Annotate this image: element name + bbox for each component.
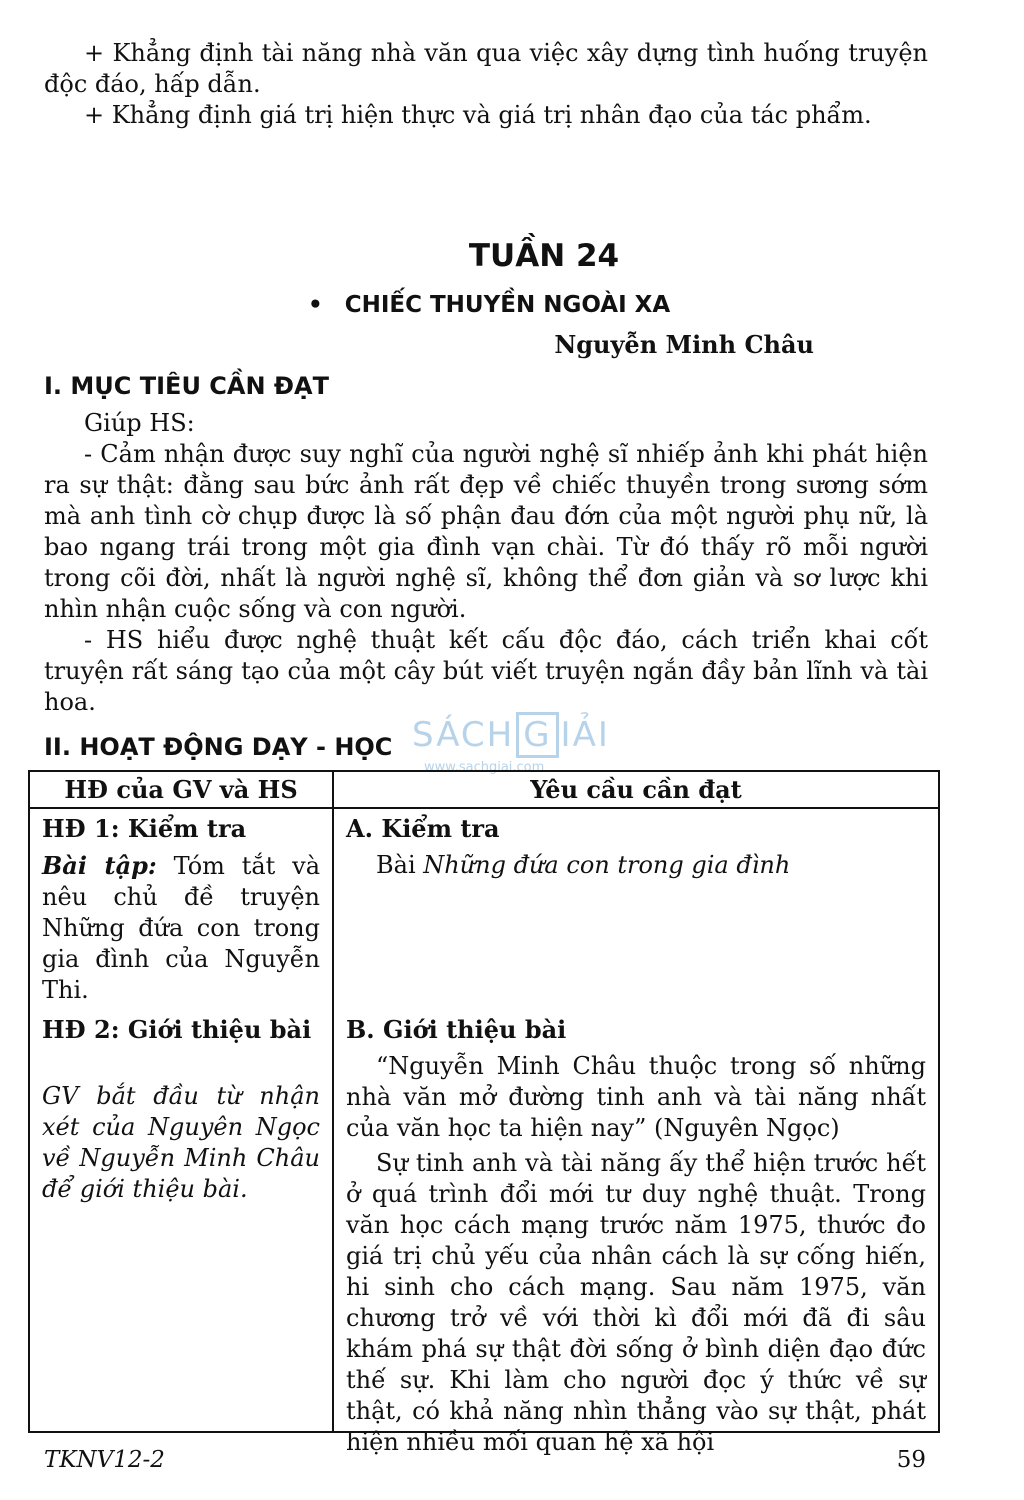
table-header: Yêu cầu cần đạt <box>333 771 939 808</box>
requirement-title: B. Giới thiệu bài <box>346 1015 567 1044</box>
requirement-title: A. Kiểm tra <box>346 814 500 843</box>
goal-point: - HS hiểu được nghệ thuật kết cấu độc đáo, cách triển khai cốt truyện rất sáng tạo của một cây bút viết truyện ngắn đầy bản lĩnh và tài hoa. <box>44 626 928 716</box>
activity-title: HĐ 1: Kiểm tra <box>42 814 247 843</box>
watermark-logo: SÁCH G IẢI www.sachgiai.com <box>408 706 618 786</box>
goal-point: - Cảm nhận được suy nghĩ của người nghệ sĩ nhiếp ảnh khi phát hiện ra sự thật: đằng sau bức ảnh rất đẹp về chiếc thuyền trong sương sớm mà anh tình cờ chụp được là số phận đau đớn của một người phụ nữ, là bao ngang trái trong một gia đình vạn chài. Từ đó thấy rõ mỗi người trong cõi đời, nhất là người nghệ sĩ, không thể đơn giản và sơ lược khi nhìn nhận cuộc sống và con người. <box>44 440 928 623</box>
requirement-text: Bài Những đứa con trong gia đình <box>376 851 791 879</box>
activity-text: Bài tập: Tóm tắt và nêu chủ đề truyện Những đứa con trong gia đình của Nguyễn Thi. <box>42 851 320 1004</box>
intro-line: + Khẳng định giá trị hiện thực và giá trị nhân đạo của tác phẩm. <box>84 101 872 129</box>
watermark-url: www.sachgiai.com <box>424 760 545 775</box>
table-header-row <box>29 771 939 808</box>
lesson-title-text: CHIẾC THUYỀN NGOÀI XA <box>344 292 671 318</box>
table-row <box>29 808 939 1010</box>
table-cell-right <box>333 808 939 1010</box>
bullet-icon: • <box>308 292 323 318</box>
week-title: TUẦN 24 <box>468 238 620 274</box>
goals-lead: Giúp HS: <box>84 409 195 437</box>
section-heading-activities: II. HOẠT ĐỘNG DẠY - HỌC <box>44 733 393 761</box>
activity-title: HĐ 2: Giới thiệu bài <box>42 1015 312 1044</box>
activity-table <box>28 770 940 1456</box>
table-cell-left <box>29 1010 333 1432</box>
table-cell-left <box>29 808 333 1010</box>
lesson-title <box>308 292 670 318</box>
table-row <box>29 1010 939 1432</box>
section-heading-goals: I. MỤC TIÊU CẦN ĐẠT <box>44 372 329 400</box>
lesson-author: Nguyễn Minh Châu <box>554 330 814 359</box>
table-cell-right <box>333 1010 939 1456</box>
goals-block <box>44 408 928 718</box>
activity-text: GV bắt đầu từ nhận xét của Nguyên Ngọc về Nguyễn Minh Châu để giới thiệu bài. <box>42 1082 320 1203</box>
page-number: 59 <box>896 1447 926 1473</box>
requirement-text: Sự tinh anh và tài năng ấy thể hiện trước hết ở quá trình đổi mới tư duy nghệ thuật. Trong văn học cách mạng trước năm 1975, thước đo giá trị chủ yếu của nhân cách là sự cống hiến, hi sinh cho cách mạng. Sau năm 1975, văn chương trở về với thời kì đổi mới đã đi sâu khám phá sự thật đời sống ở bình diện đạo đức thế sự. Khi làm cho người đọc ý thức về sự thật, có khả năng nhìn thẳng vào sự thật, phát hiện nhiều mối quan hệ xã hội <box>346 1149 926 1456</box>
requirement-quote: “Nguyễn Minh Châu thuộc trong số những nhà văn mở đường tinh anh và tài năng nhất của văn học ta hiện nay” (Nguyên Ngọc) <box>346 1052 926 1142</box>
table-header: HĐ của GV và HS <box>29 771 333 808</box>
footer-book-code: TKNV12-2 <box>44 1447 165 1473</box>
intro-block <box>44 38 928 131</box>
intro-line: + Khẳng định tài năng nhà văn qua việc xây dựng tình huống truyện độc đáo, hấp dẫn. <box>44 39 928 98</box>
